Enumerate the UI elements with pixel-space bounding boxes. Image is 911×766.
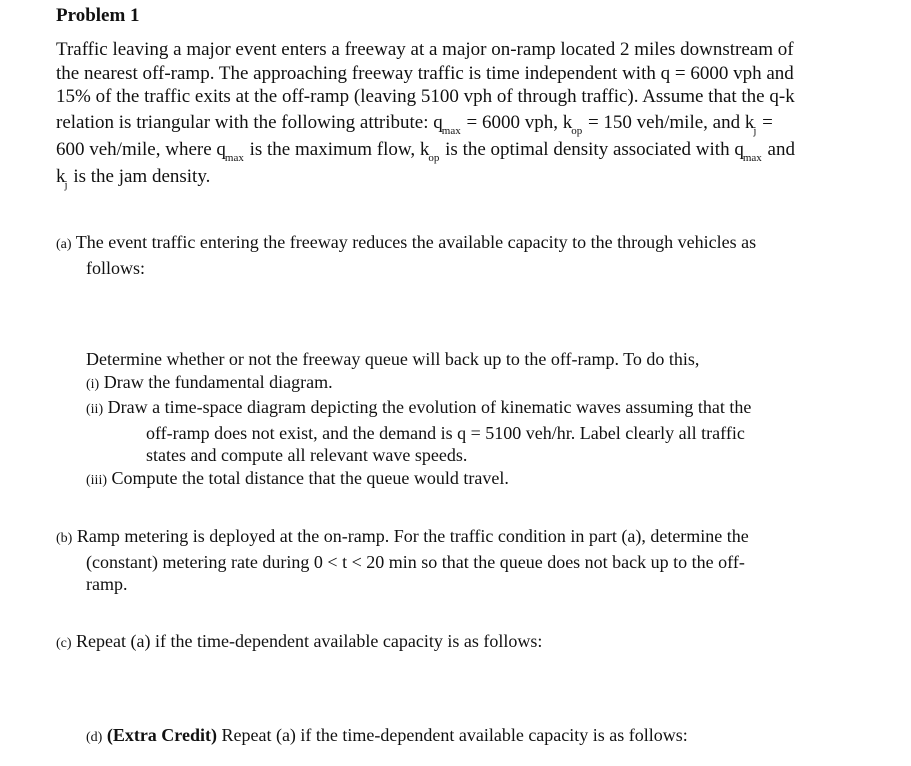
intro-line-1: Traffic leaving a major event enters a freeway at a major on-ramp located 2 miles downstream of bbox=[56, 39, 794, 60]
part-a-tag: (a) bbox=[56, 237, 72, 252]
part-a-determine: Determine whether or not the freeway queue will back up to the off-ramp. To do this, bbox=[86, 349, 700, 369]
intro-line-5 bbox=[56, 136, 846, 163]
part-c-line bbox=[56, 630, 542, 656]
part-c-tag: (c) bbox=[56, 636, 72, 651]
intro-line-4-a: relation is triangular with the following attribute: q bbox=[56, 111, 443, 133]
intro-line-5-a: 600 veh/mile, where q bbox=[56, 138, 226, 160]
intro-line-6 bbox=[56, 163, 846, 190]
part-a-line-1 bbox=[56, 231, 756, 257]
intro-line-4-d: = bbox=[757, 111, 773, 133]
part-c bbox=[56, 630, 542, 656]
part-a-i bbox=[56, 371, 751, 397]
intro-line-4 bbox=[56, 109, 846, 136]
part-a-ii-text-3: states and compute all relevant wave speeds. bbox=[146, 445, 468, 465]
part-b-text-1: Ramp metering is deployed at the on-ramp. For the traffic condition in part (a), determine the bbox=[72, 526, 749, 546]
part-d-text: Repeat (a) if the time-dependent available capacity is as follows: bbox=[216, 725, 688, 745]
subscript-max: max bbox=[224, 151, 244, 164]
part-a-ii-text-2: off-ramp does not exist, and the demand is q = 5100 veh/hr. Label clearly all traffic bbox=[146, 422, 745, 443]
subscript-max: max bbox=[441, 124, 461, 137]
part-d-tag: (d) bbox=[86, 730, 103, 745]
intro-line-4-c: = 150 veh/mile, and k bbox=[583, 111, 755, 133]
intro-line-5-c: is the optimal density associated with q bbox=[440, 138, 744, 160]
intro-line-5-b: is the maximum flow, k bbox=[244, 138, 430, 160]
problem-statement bbox=[56, 38, 846, 190]
subscript-op: op bbox=[571, 124, 583, 137]
intro-line-4-b: = 6000 vph, k bbox=[461, 111, 573, 133]
part-d-line bbox=[86, 724, 688, 750]
part-a-i-tag: (i) bbox=[86, 376, 100, 392]
intro-line-6-a: k bbox=[56, 165, 66, 187]
part-a-ii bbox=[56, 396, 751, 422]
intro-line-2: the nearest off-ramp. The approaching freeway traffic is time independent with q = 6000 vph and bbox=[56, 62, 794, 84]
part-b-line-3: ramp. bbox=[86, 574, 128, 594]
part-a-ii-tag: (ii) bbox=[86, 402, 104, 417]
part-a bbox=[56, 231, 756, 279]
intro-line-6-b: is the jam density. bbox=[68, 165, 211, 187]
part-d-extra-credit: (Extra Credit) bbox=[102, 725, 217, 745]
part-a-iii-tag: (iii) bbox=[86, 472, 107, 488]
part-a-iii-text: Compute the total distance that the queue would travel. bbox=[107, 467, 509, 488]
part-a-iii bbox=[56, 467, 751, 493]
part-c-text: Repeat (a) if the time-dependent available capacity is as follows: bbox=[71, 631, 543, 651]
subscript-j: j bbox=[753, 124, 757, 137]
part-a-ii-text-1: Draw a time-space diagram depicting the evolution of kinematic waves assuming that the bbox=[103, 397, 752, 417]
part-d bbox=[86, 724, 688, 750]
subscript-j: j bbox=[64, 178, 68, 191]
part-b bbox=[56, 525, 749, 596]
subscript-max: max bbox=[742, 151, 762, 164]
subscript-op: op bbox=[428, 151, 440, 164]
part-a-line-2: follows: bbox=[86, 257, 146, 278]
part-b-tag: (b) bbox=[56, 531, 73, 546]
part-b-line-2: (constant) metering rate during 0 < t < 20 min so that the queue does not back up to the off- bbox=[86, 551, 745, 572]
intro-line-3: 15% of the traffic exits at the off-ramp (leaving 5100 vph of through traffic). Assume that the q-k bbox=[56, 86, 795, 107]
problem-title: Problem 1 bbox=[56, 5, 140, 26]
part-a-tasks bbox=[56, 348, 751, 492]
intro-line-5-d: and bbox=[762, 138, 795, 160]
part-a-text-1: The event traffic entering the freeway reduces the available capacity to the through vehicles as bbox=[71, 232, 757, 252]
part-a-i-text: Draw the fundamental diagram. bbox=[99, 371, 333, 392]
part-b-line-1 bbox=[56, 525, 749, 551]
